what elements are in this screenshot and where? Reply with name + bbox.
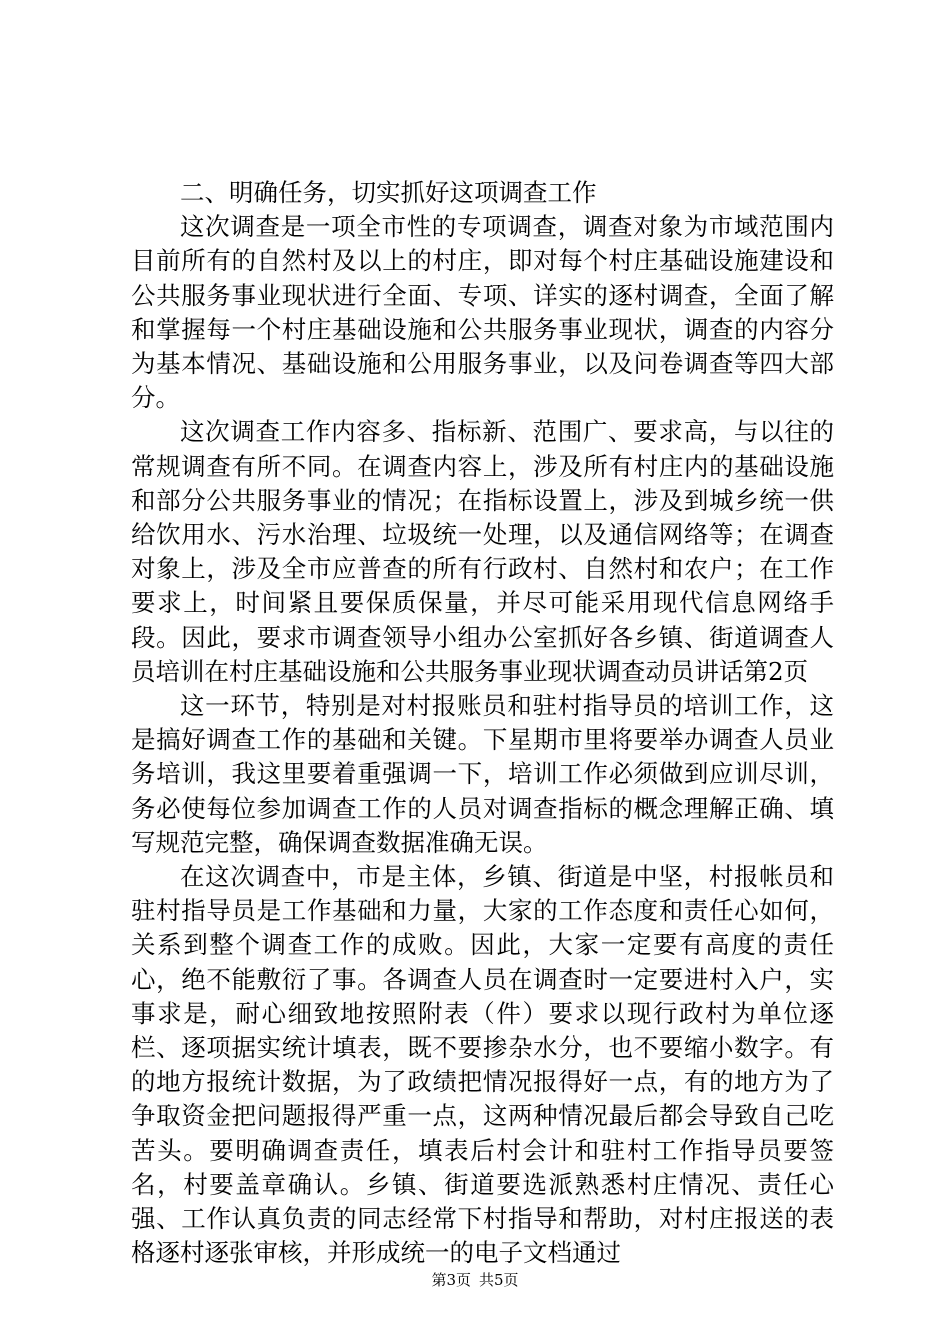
section-heading: 二、明确任务，切实抓好这项调查工作 [180, 178, 597, 207]
page-number-total: 共5页 [479, 1271, 519, 1289]
paragraph-3: 这一环节，特别是对村报账员和驻村指导员的培训工作，这是搞好调查工作的基础和关键。下星期市里将要举办调查人员业务培训，我这里要着重强调一下，培训工作必须做到应训尽训，务必使每位参加调查工作的人员对调查指标的概念理解正确、填写规范完整，确保调查数据准确无误。 [131, 691, 834, 857]
paragraph-4: 在这次调查中，市是主体，乡镇、街道是中坚，村报帐员和驻村指导员是工作基础和力量，大家的工作态度和责任心如何，关系到整个调查工作的成败。因此，大家一定要有高度的责任心，绝不能敷衍了事。各调查人员在调查时一定要进村入户，实事求是，耐心细致地按照附表（件）要求以现行政村为单位逐栏、逐项据实统计填表，既不要掺杂水分，也不要缩小数字。有的地方报统计数据，为了政绩把情况报得好一点，有的地方为了争取资金把问题报得严重一点，这两种情况最后都会导致自己吃苦头。要明确调查责任，填表后村会计和驻村工作指导员要签名，村要盖章确认。乡镇、街道要选派熟悉村庄情况、责任心强、工作认真负责的同志经常下村指导和帮助，对村庄报送的表格逐村逐张审核，并形成统一的电子文档通过 [131, 862, 834, 1268]
document-body [131, 176, 834, 1271]
page-number-current: 第3页 [431, 1271, 471, 1289]
paragraph-2: 这次调查工作内容多、指标新、范围广、要求高，与以往的常规调查有所不同。在调查内容上，涉及所有村庄内的基础设施和部分公共服务事业的情况；在指标设置上，涉及到城乡统一供给饮用水、污水治理、垃圾统一处理，以及通信网络等；在调查对象上，涉及全市应普查的所有行政村、自然村和农户；在工作要求上，时间紧且要保质保量，并尽可能采用现代信息网络手段。因此，要求市调查领导小组办公室抓好各乡镇、街道调查人员培训在村庄基础设施和公共服务事业现状调查动员讲话第2页 [131, 417, 834, 686]
page-footer [0, 1270, 950, 1290]
paragraph-1: 这次调查是一项全市性的专项调查，调查对象为市域范围内目前所有的自然村及以上的村庄，即对每个村庄基础设施建设和公共服务事业现状进行全面、专项、详实的逐村调查，全面了解和掌握每一个村庄基础设施和公共服务事业现状，调查的内容分为基本情况、基础设施和公用服务事业，以及问卷调查等四大部分。 [131, 212, 834, 413]
